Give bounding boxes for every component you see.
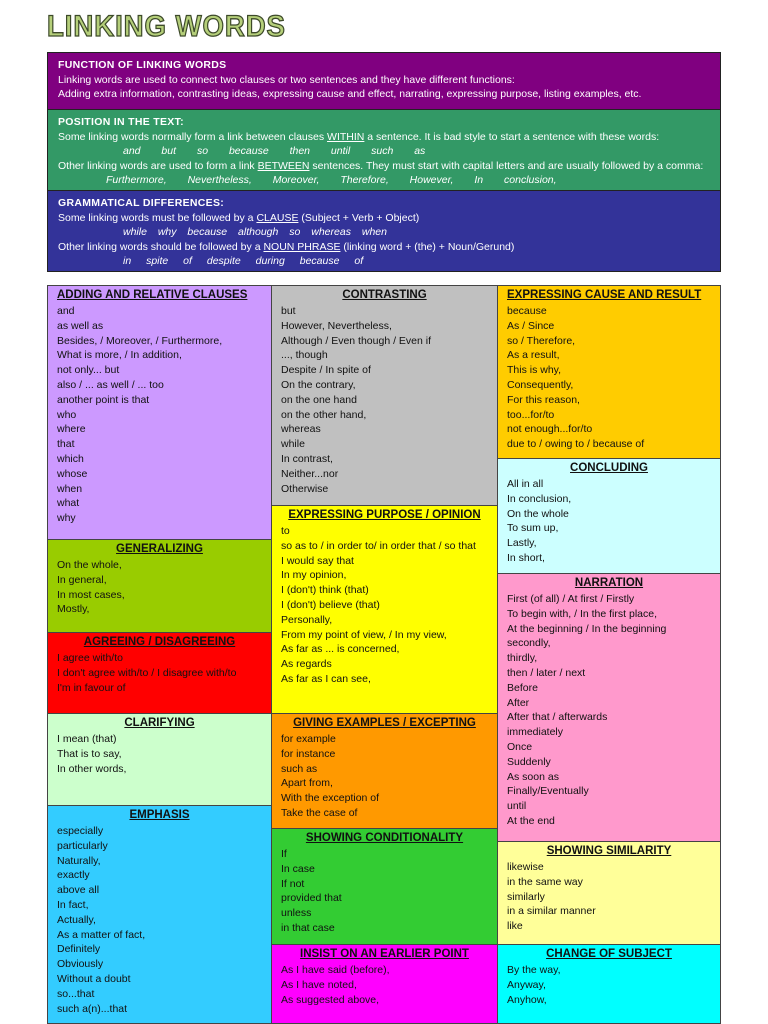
list-item: As soon as [507,770,559,783]
list-item: Mostly, [57,603,90,616]
list-item: On the whole [507,507,569,520]
list-item: exactly [57,869,90,882]
list-item: because [507,305,547,317]
list-item: Naturally, [57,854,101,867]
list-item: Anyway, [507,978,546,991]
list-item: such as [281,762,318,775]
page-title: LINKING WORDS [47,10,286,43]
list-item: To sum up, [507,522,559,535]
position-examples1: and but so because then until such as [123,145,426,157]
list-item: In my opinion, [281,569,347,582]
list-item: Suddenly [507,755,551,768]
list-item: why [57,512,76,525]
list-item: In short, [507,551,545,564]
clarifying-box [47,713,272,806]
list-item: another point is that [57,393,150,406]
text: (Subject + Verb + Object) [298,211,420,224]
purpose-heading: EXPRESSING PURPOSE / OPINION [288,509,481,521]
list-item: above all [57,884,100,897]
list-item: which [57,452,84,465]
list-item: For this reason, [507,393,580,406]
list-item: At the end [507,814,555,827]
list-item: immediately [507,726,564,739]
similarity-box [497,841,721,945]
list-item: whose [57,467,88,480]
list-item: when [57,482,83,495]
list-item: so / Therefore, [507,334,576,347]
list-item: similarly [507,890,545,903]
position-section [47,109,721,191]
concluding-heading: CONCLUDING [570,462,648,474]
list-item: so...that [57,987,95,1000]
list-item: If not [281,877,305,890]
clarifying-heading: CLARIFYING [124,717,195,729]
grammar-line2 [58,240,710,255]
list-item: Take the case of [281,806,358,819]
list-item: As a result, [507,349,560,362]
agreeing-heading: AGREEING / DISAGREEING [83,636,236,648]
purpose-box [271,505,498,714]
generalizing-box [47,539,272,633]
concluding-box [497,458,721,574]
position-examples2: Furthermore, Nevertheless, Moreover, Therefore, However, In conclusion, [106,174,557,186]
list-item: After that / afterwards [507,711,608,724]
list-item: Besides, / Moreover, / Furthermore, [57,334,223,347]
list-item: In other words, [57,762,127,775]
list-item: I agree with/to [57,652,123,664]
list-item: where [57,423,86,436]
list-item: not only... but [57,364,120,377]
list-item: provided that [281,892,342,905]
list-item: I'm in favour of [57,681,126,694]
position-line1 [58,130,710,145]
list-item: Although / Even though / Even if [281,334,432,347]
function-line1: Linking words are used to connect two clauses or two sentences and they have different functions: [58,73,515,86]
adding-heading: ADDING AND RELATIVE CLAUSES [57,289,248,301]
generalizing-heading: GENERALIZING [116,543,203,555]
list-item: As suggested above, [281,993,380,1006]
list-item: To begin with, / In the first place, [507,607,657,620]
emphasis-word: CLAUSE [256,211,299,224]
list-item: Before [507,681,538,694]
list-item: That is to say, [57,747,122,760]
cause-heading: EXPRESSING CAUSE AND RESULT [507,289,702,301]
list-item: on the other hand, [281,408,367,421]
text: Other linking words should be followed by a [58,240,264,253]
list-item: As far as I can see, [281,672,371,685]
list-item: too...for/to [507,408,555,421]
text: sentences. They must start with capital letters and are usually followed by a comma: [309,159,704,172]
list-item: With the exception of [281,792,380,805]
list-item: such a(n)...that [57,1002,128,1015]
list-item: secondly, [507,637,551,650]
function-line2: Adding extra information, contrasting ideas, expressing cause and effect, narrating, expressing purpose, listing examples, etc. [58,88,642,100]
list-item: Consequently, [507,378,574,391]
list-item: as well as [57,319,104,332]
list-item: in the same way [507,875,583,888]
list-item: ..., though [281,349,328,362]
list-item: on the one hand [281,393,357,406]
function-section [47,52,721,110]
list-item: but [281,305,296,317]
list-item: and [57,305,75,317]
position-heading: POSITION IN THE TEXT: [58,116,184,128]
list-item: In contrast, [281,452,333,465]
list-item: In fact, [57,898,89,911]
list-item: Despite / In spite of [281,364,371,377]
list-item: As I have noted, [281,978,357,991]
list-item: unless [281,907,312,920]
list-item: As a matter of fact, [57,928,146,941]
list-item: Without a doubt [57,972,131,985]
list-item: while [281,438,305,451]
emphasis-word: BETWEEN [257,159,310,172]
list-item: so as to / in order to/ in order that / so that [281,539,476,552]
list-item: On the contrary, [281,378,356,391]
list-item: I mean (that) [57,733,117,745]
list-item: especially [57,825,104,837]
list-item: thirdly, [507,652,538,665]
list-item: Anyhow, [507,993,547,1006]
text: a sentence. It is bad style to start a sentence with these words: [364,130,660,143]
grammar-examples2: in spite of despite during because of [123,255,364,267]
contrasting-box [271,285,498,506]
list-item: At the beginning / In the beginning [507,622,667,635]
list-item: due to / owing to / because of [507,438,645,451]
list-item: In most cases, [57,588,125,601]
list-item: particularly [57,839,108,852]
list-item: On the whole, [57,559,122,571]
list-item: However, Nevertheless, [281,319,392,332]
adding-box [47,285,272,540]
agreeing-box [47,632,272,714]
narration-heading: NARRATION [574,577,644,589]
list-item: I (don't) believe (that) [281,598,380,611]
list-item: in a similar manner [507,905,596,918]
list-item: From my point of view, / In my view, [281,628,447,641]
list-item: Obviously [57,958,104,971]
list-item: I (don't) think (that) [281,584,369,597]
list-item: like [507,920,523,933]
list-item: also / ... as well / ... too [57,378,164,391]
list-item: in that case [281,921,335,934]
examples-heading: GIVING EXAMPLES / EXCEPTING [293,717,476,729]
list-item: As regards [281,658,332,671]
conditionality-heading: SHOWING CONDITIONALITY [305,832,464,844]
list-item: not enough...for/to [507,423,593,436]
text: Other linking words are used to form a link [58,159,258,172]
list-item: As I have said (before), [281,964,390,976]
list-item: who [57,408,77,421]
list-item: First (of all) / At first / Firstly [507,593,635,605]
emphasis-box [47,805,272,1024]
list-item: In case [281,862,315,875]
list-item: Personally, [281,613,333,626]
list-item: for example [281,733,336,745]
similarity-heading: SHOWING SIMILARITY [546,845,672,857]
list-item: This is why, [507,364,562,377]
function-heading: FUNCTION OF LINKING WORDS [58,59,227,71]
examples-box [271,713,498,829]
change-heading: CHANGE OF SUBJECT [546,948,672,960]
insist-box [271,944,498,1024]
list-item: then / later / next [507,666,586,679]
list-item: likewise [507,861,544,873]
grammar-examples1: while why because although so whereas when [123,226,387,238]
emphasis-word: WITHIN [327,130,365,143]
list-item: By the way, [507,964,561,976]
list-item: In conclusion, [507,492,572,505]
list-item: Neither...nor [281,467,339,480]
list-item: As / Since [507,319,555,332]
list-item: If [281,848,287,860]
list-item: to [281,525,290,537]
cause-box [497,285,721,459]
list-item: Apart from, [281,777,333,790]
list-item: I would say that [281,554,354,567]
conditionality-box [271,828,498,945]
grammar-line1 [58,211,710,226]
list-item: Lastly, [507,537,537,550]
list-item: In general, [57,573,107,586]
list-item: whereas [281,423,321,436]
change-box [497,944,721,1024]
list-item: that [57,438,75,451]
narration-box [497,573,721,842]
list-item: Finally/Eventually [507,785,589,798]
position-line2 [58,159,710,174]
list-item: Definitely [57,943,101,956]
list-item: As far as ... is concerned, [281,643,400,656]
list-item: All in all [507,478,544,490]
text: Some linking words normally form a link between clauses [58,130,328,143]
list-item: Actually, [57,913,96,926]
list-item: Once [507,740,533,753]
insist-heading: INSIST ON AN EARLIER POINT [300,948,469,960]
list-item: What is more, / In addition, [57,349,182,362]
emphasis-heading: EMPHASIS [129,809,190,821]
list-item: I don't agree with/to / I disagree with/to [57,666,237,679]
grammar-section [47,190,721,272]
text: Some linking words must be followed by a [58,211,257,224]
list-item: After [507,696,530,709]
list-item: Otherwise [281,482,329,495]
text: (linking word + (the) + Noun/Gerund) [340,240,515,253]
grammar-heading: GRAMMATICAL DIFFERENCES: [58,197,225,209]
list-item: for instance [281,747,336,760]
list-item: until [507,800,527,813]
emphasis-word: NOUN PHRASE [263,240,341,253]
list-item: what [57,497,80,510]
contrasting-heading: CONTRASTING [342,289,427,301]
